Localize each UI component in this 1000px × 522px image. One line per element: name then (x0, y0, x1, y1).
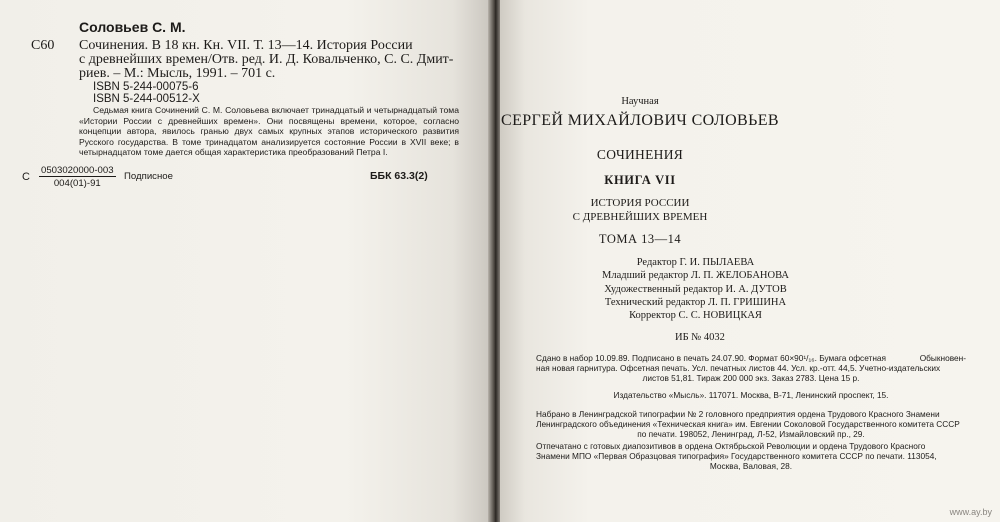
catalog-code: С60 (31, 38, 55, 53)
art-editor-credit: Художественный редактор И. А. ДУТОВ (604, 283, 787, 295)
junior-editor-credit: Младший редактор Л. П. ЖЕЛОБАНОВА (602, 270, 789, 282)
staff-credits (602, 256, 789, 322)
annotation: Седьмая книга Сочинений С. М. Соловьева включает тринадцатый и четырнадцатый тома «Истории России с древнейших времен». Они посвящены времени, которое, согласно концепции автора, явилось гранью двух самых крупных этапов исторического развития Русского государства. В томе тринадцатом анализируется состояние России в XVII веке; в четырнадцатом томе дается общая характеристика преобразований Петра I. (79, 105, 459, 158)
printing-line-1: Отпечатано с готовых диапозитивов в ордена Октябрьской Революции и ордена Трудового Красного (536, 441, 926, 451)
print-specs-line-1-right: Обыкновен- (919, 353, 966, 363)
classification-letter: С (22, 171, 30, 183)
typesetting-info (536, 409, 966, 440)
print-specs-line-3: листов 51,81. Тираж 200 000 экз. Заказ 2783. Цена 15 р. (642, 373, 860, 384)
series-title-line-2: С ДРЕВНЕЙШИХ ВРЕМЕН (572, 211, 708, 223)
typesetting-line-2: Ленинградского объединения «Техническая книга» им. Евгении Соколовой Государственного комитета СССР (536, 419, 960, 430)
ib-number: ИБ № 4032 (675, 332, 725, 343)
bibliographic-description-line-1: Сочинения. В 18 кн. Кн. VII. Т. 13—14. История России (79, 38, 413, 53)
isbn-1: ISBN 5-244-00075-6 (93, 81, 199, 93)
printing-line-3: Москва, Валовая, 28. (709, 461, 793, 472)
genre-label: Научная (621, 96, 659, 107)
print-specs (536, 353, 966, 384)
author-name: Соловьев С. М. (79, 19, 186, 35)
proofreader-credit: Корректор С. С. НОВИЦКАЯ (629, 310, 762, 322)
left-page (0, 0, 492, 522)
printing-info (536, 441, 966, 472)
print-specs-line-1 (536, 353, 966, 363)
author-full-name: СЕРГЕЙ МИХАЙЛОВИЧ СОЛОВЬЕВ (501, 112, 779, 129)
typesetting-line-1: Набрано в Ленинградской типографии № 2 головного предприятия ордена Трудового Красного Знамени (536, 409, 940, 419)
volumes-label: ТОМА 13—14 (598, 232, 682, 246)
printing-line-2: Знамени МПО «Первая Образцовая типография» Государственного комитета СССР по печати. 113054, (536, 451, 937, 462)
classification-numerator: 0503020000-003 (41, 165, 114, 176)
editor-credit: Редактор Г. И. ПЫЛАЕВА (636, 257, 755, 268)
watermark: www.ay.by (949, 507, 992, 517)
bbk-code: ББК 63.3(2) (370, 170, 428, 182)
bibliographic-description-line-2: с древнейших времен/Отв. ред. И. Д. Ковальченко, С. С. Дмит- (79, 52, 454, 67)
isbn-2: ISBN 5-244-00512-X (93, 93, 200, 105)
classification-fraction (39, 165, 116, 189)
works-title: СОЧИНЕНИЯ (596, 147, 684, 162)
print-specs-line-2: ная новая гарнитура. Офсетная печать. Усл. печатных листов 44. Усл. кр.-отт. 44,5. Учетно-издательских (536, 363, 941, 374)
series-title-line-1: ИСТОРИЯ РОССИИ (590, 197, 690, 209)
technical-editor-credit: Технический редактор Л. П. ГРИШИНА (604, 296, 787, 308)
book-number: КНИГА VII (604, 173, 676, 187)
subscription-label: Подписное (124, 171, 173, 182)
publisher-address: Издательство «Мысль». 117071. Москва, В-71, Ленинский проспект, 15. (613, 390, 889, 400)
bibliographic-description-line-3: риев. – М.: Мысль, 1991. – 701 с. (79, 66, 276, 81)
typesetting-line-3: по печати. 198052, Ленинград, Л-52, Измайловский пр., 29. (637, 429, 865, 440)
classification-denominator: 004(01)-91 (53, 178, 101, 189)
print-specs-line-1-left: Сдано в набор 10.09.89. Подписано в печать 24.07.90. Формат 60×90¹/₁₆. Бумага офсетная (536, 353, 887, 363)
